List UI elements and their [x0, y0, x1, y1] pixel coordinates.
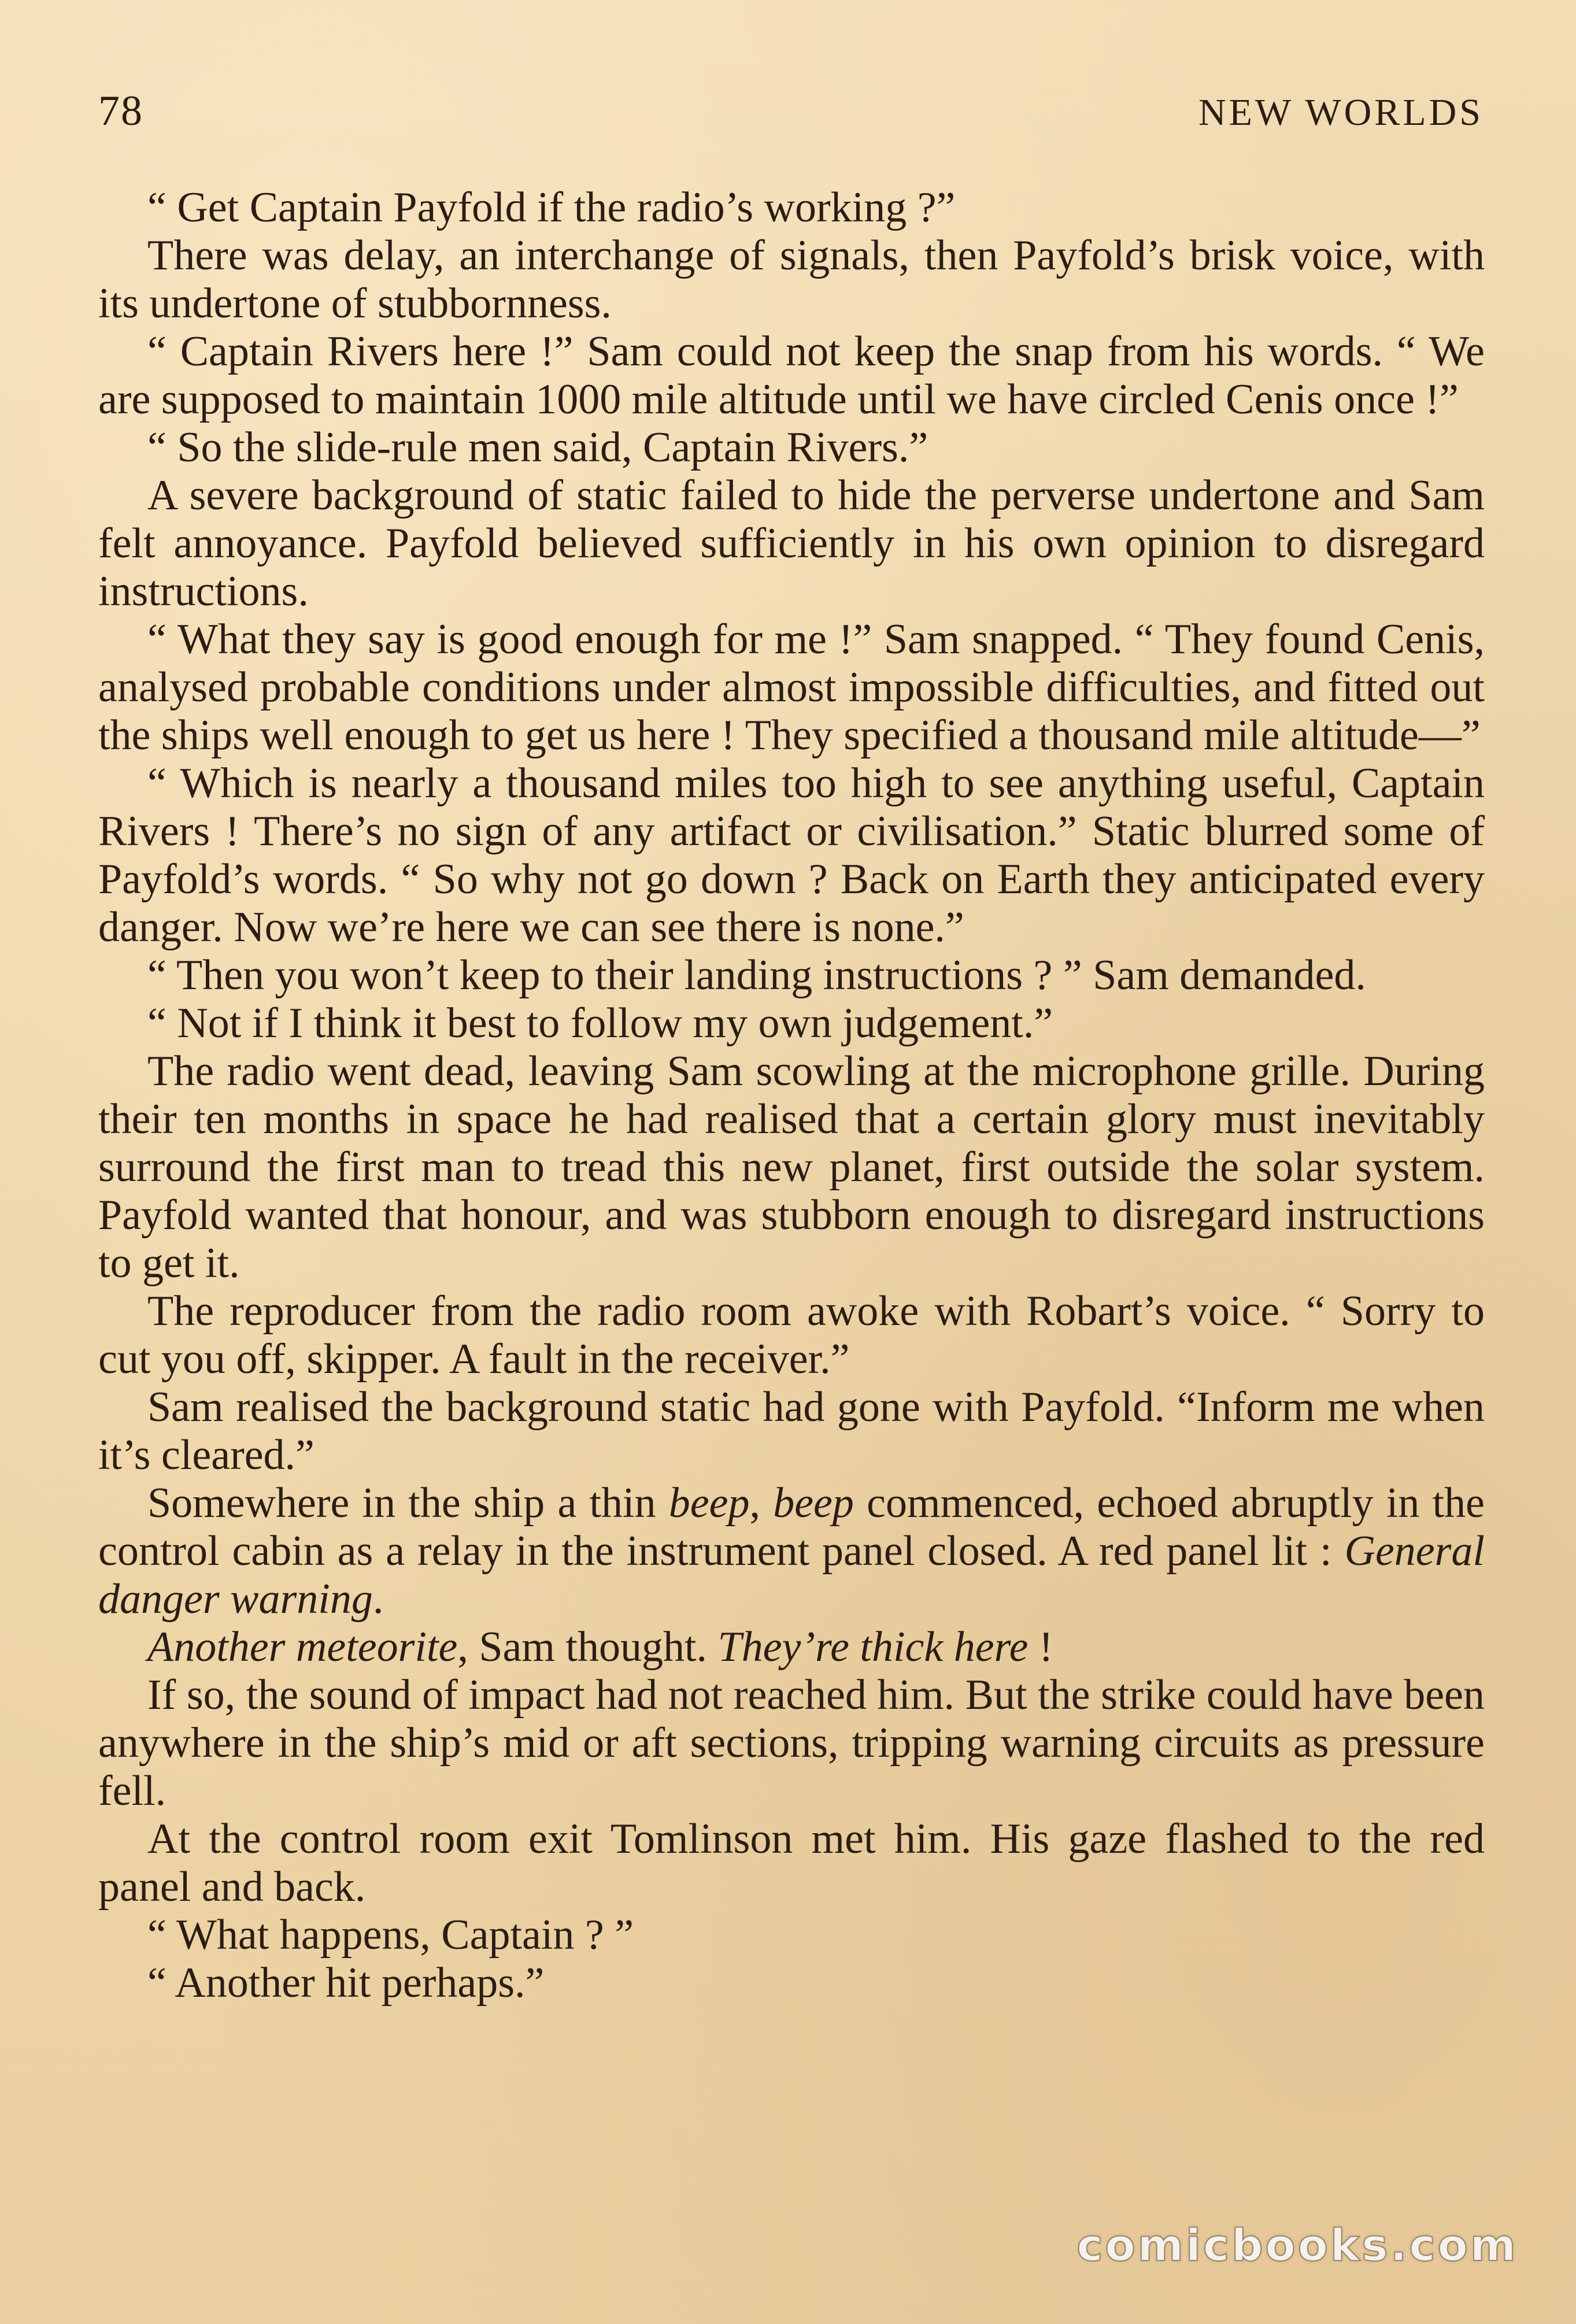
- text-run: If so, the sound of impact had not reached him. But the strike could have been anywhere in the ship’s mid or aft sections, tripping warning circuits as pressure fell.: [98, 1671, 1485, 1815]
- paragraph: [98, 1959, 1485, 2007]
- text-run: There was delay, an interchange of signals, then Payfold’s brisk voice, with its undertone of stubbornness.: [98, 232, 1485, 327]
- text-run: The reproducer from the radio room awoke with Robart’s voice. “ Sorry to cut you off, skipper. A fault in the receiver.”: [98, 1287, 1485, 1383]
- text-run: “ Captain Rivers here !” Sam could not keep the snap from his words. “ We are supposed to maintain 1000 mile altitude until we have circled Cenis once !”: [98, 328, 1485, 423]
- paragraph: [98, 1479, 1485, 1623]
- paragraph: [98, 1383, 1485, 1479]
- text-run: “ What they say is good enough for me !” Sam snapped. “ They found Cenis, analysed probable conditions under almost impossible difficulties, and fitted out the ships well enough to get us here ! They specified a thousand mile altitude—”: [98, 616, 1485, 759]
- text-run: “ Then you won’t keep to their landing instructions ? ” Sam demanded.: [147, 952, 1366, 999]
- text-run: commenced, echoed abruptly in the control cabin as a relay in the instrument panel closed. A red panel lit :: [98, 1479, 1485, 1575]
- body-text: [98, 184, 1485, 2007]
- italic-text: They’re thick here: [717, 1623, 1029, 1671]
- page-header: [98, 87, 1483, 145]
- running-head: NEW WORLDS: [1198, 91, 1483, 134]
- text-run: At the control room exit Tomlinson met him. His gaze flashed to the red panel and back.: [98, 1815, 1485, 1911]
- italic-text: beep: [668, 1479, 750, 1527]
- watermark-logo: comicbooks.com: [1076, 2219, 1518, 2271]
- text-run: “ Not if I think it best to follow my own judgement.”: [147, 1000, 1053, 1047]
- paragraph: [98, 1000, 1485, 1048]
- text-run: The radio went dead, leaving Sam scowling at the microphone grille. During their ten months in space he had realised that a certain glory must inevitably surround the first man to tread this new planet, first outside the solar system. Payfold wanted that honour, and was stubborn enough to disregard instructions to get it.: [98, 1048, 1485, 1287]
- italic-text: beep: [773, 1479, 854, 1527]
- paragraph: [98, 472, 1485, 616]
- text-run: A severe background of static failed to hide the perverse undertone and Sam felt annoyance. Payfold believed sufficiently in his own opinion to disregard instructions.: [98, 472, 1485, 615]
- paragraph: [98, 1048, 1485, 1287]
- paragraph: [98, 1623, 1485, 1671]
- text-run: “ So the slide-rule men said, Captain Rivers.”: [147, 424, 928, 471]
- paragraph: [98, 616, 1485, 760]
- text-run: “ Another hit perhaps.”: [147, 1959, 545, 2007]
- text-run: , Sam thought.: [457, 1623, 718, 1671]
- text-run: !: [1028, 1623, 1053, 1671]
- italic-text: General danger warning: [98, 1527, 1485, 1623]
- paragraph: [98, 1911, 1485, 1959]
- paragraph: [98, 1815, 1485, 1911]
- paragraph: [98, 952, 1485, 1000]
- paragraph: [98, 424, 1485, 472]
- paragraph: [98, 1287, 1485, 1383]
- text-run: Sam realised the background static had gone with Payfold. “Inform me when it’s cleared.”: [98, 1383, 1485, 1479]
- text-run: ,: [749, 1479, 774, 1527]
- paragraph: [98, 760, 1485, 952]
- paragraph: [98, 232, 1485, 328]
- paragraph: [98, 328, 1485, 424]
- text-run: “ Get Captain Payfold if the radio’s working ?”: [147, 184, 956, 231]
- paragraph: [98, 1671, 1485, 1815]
- italic-text: Another meteorite: [147, 1623, 458, 1671]
- text-run: “ Which is nearly a thousand miles too high to see anything useful, Captain Rivers ! There’s no sign of any artifact or civilisation.” Static blurred some of Payfold’s words. “ So why not go down ? Back on Earth they anticipated every danger. Now we’re here we can see there is none.”: [98, 760, 1485, 951]
- text-run: Somewhere in the ship a thin: [147, 1479, 669, 1527]
- page-number: 78: [98, 87, 143, 135]
- paragraph: [98, 184, 1485, 232]
- text-run: “ What happens, Captain ? ”: [147, 1911, 634, 1959]
- text-run: .: [372, 1575, 384, 1623]
